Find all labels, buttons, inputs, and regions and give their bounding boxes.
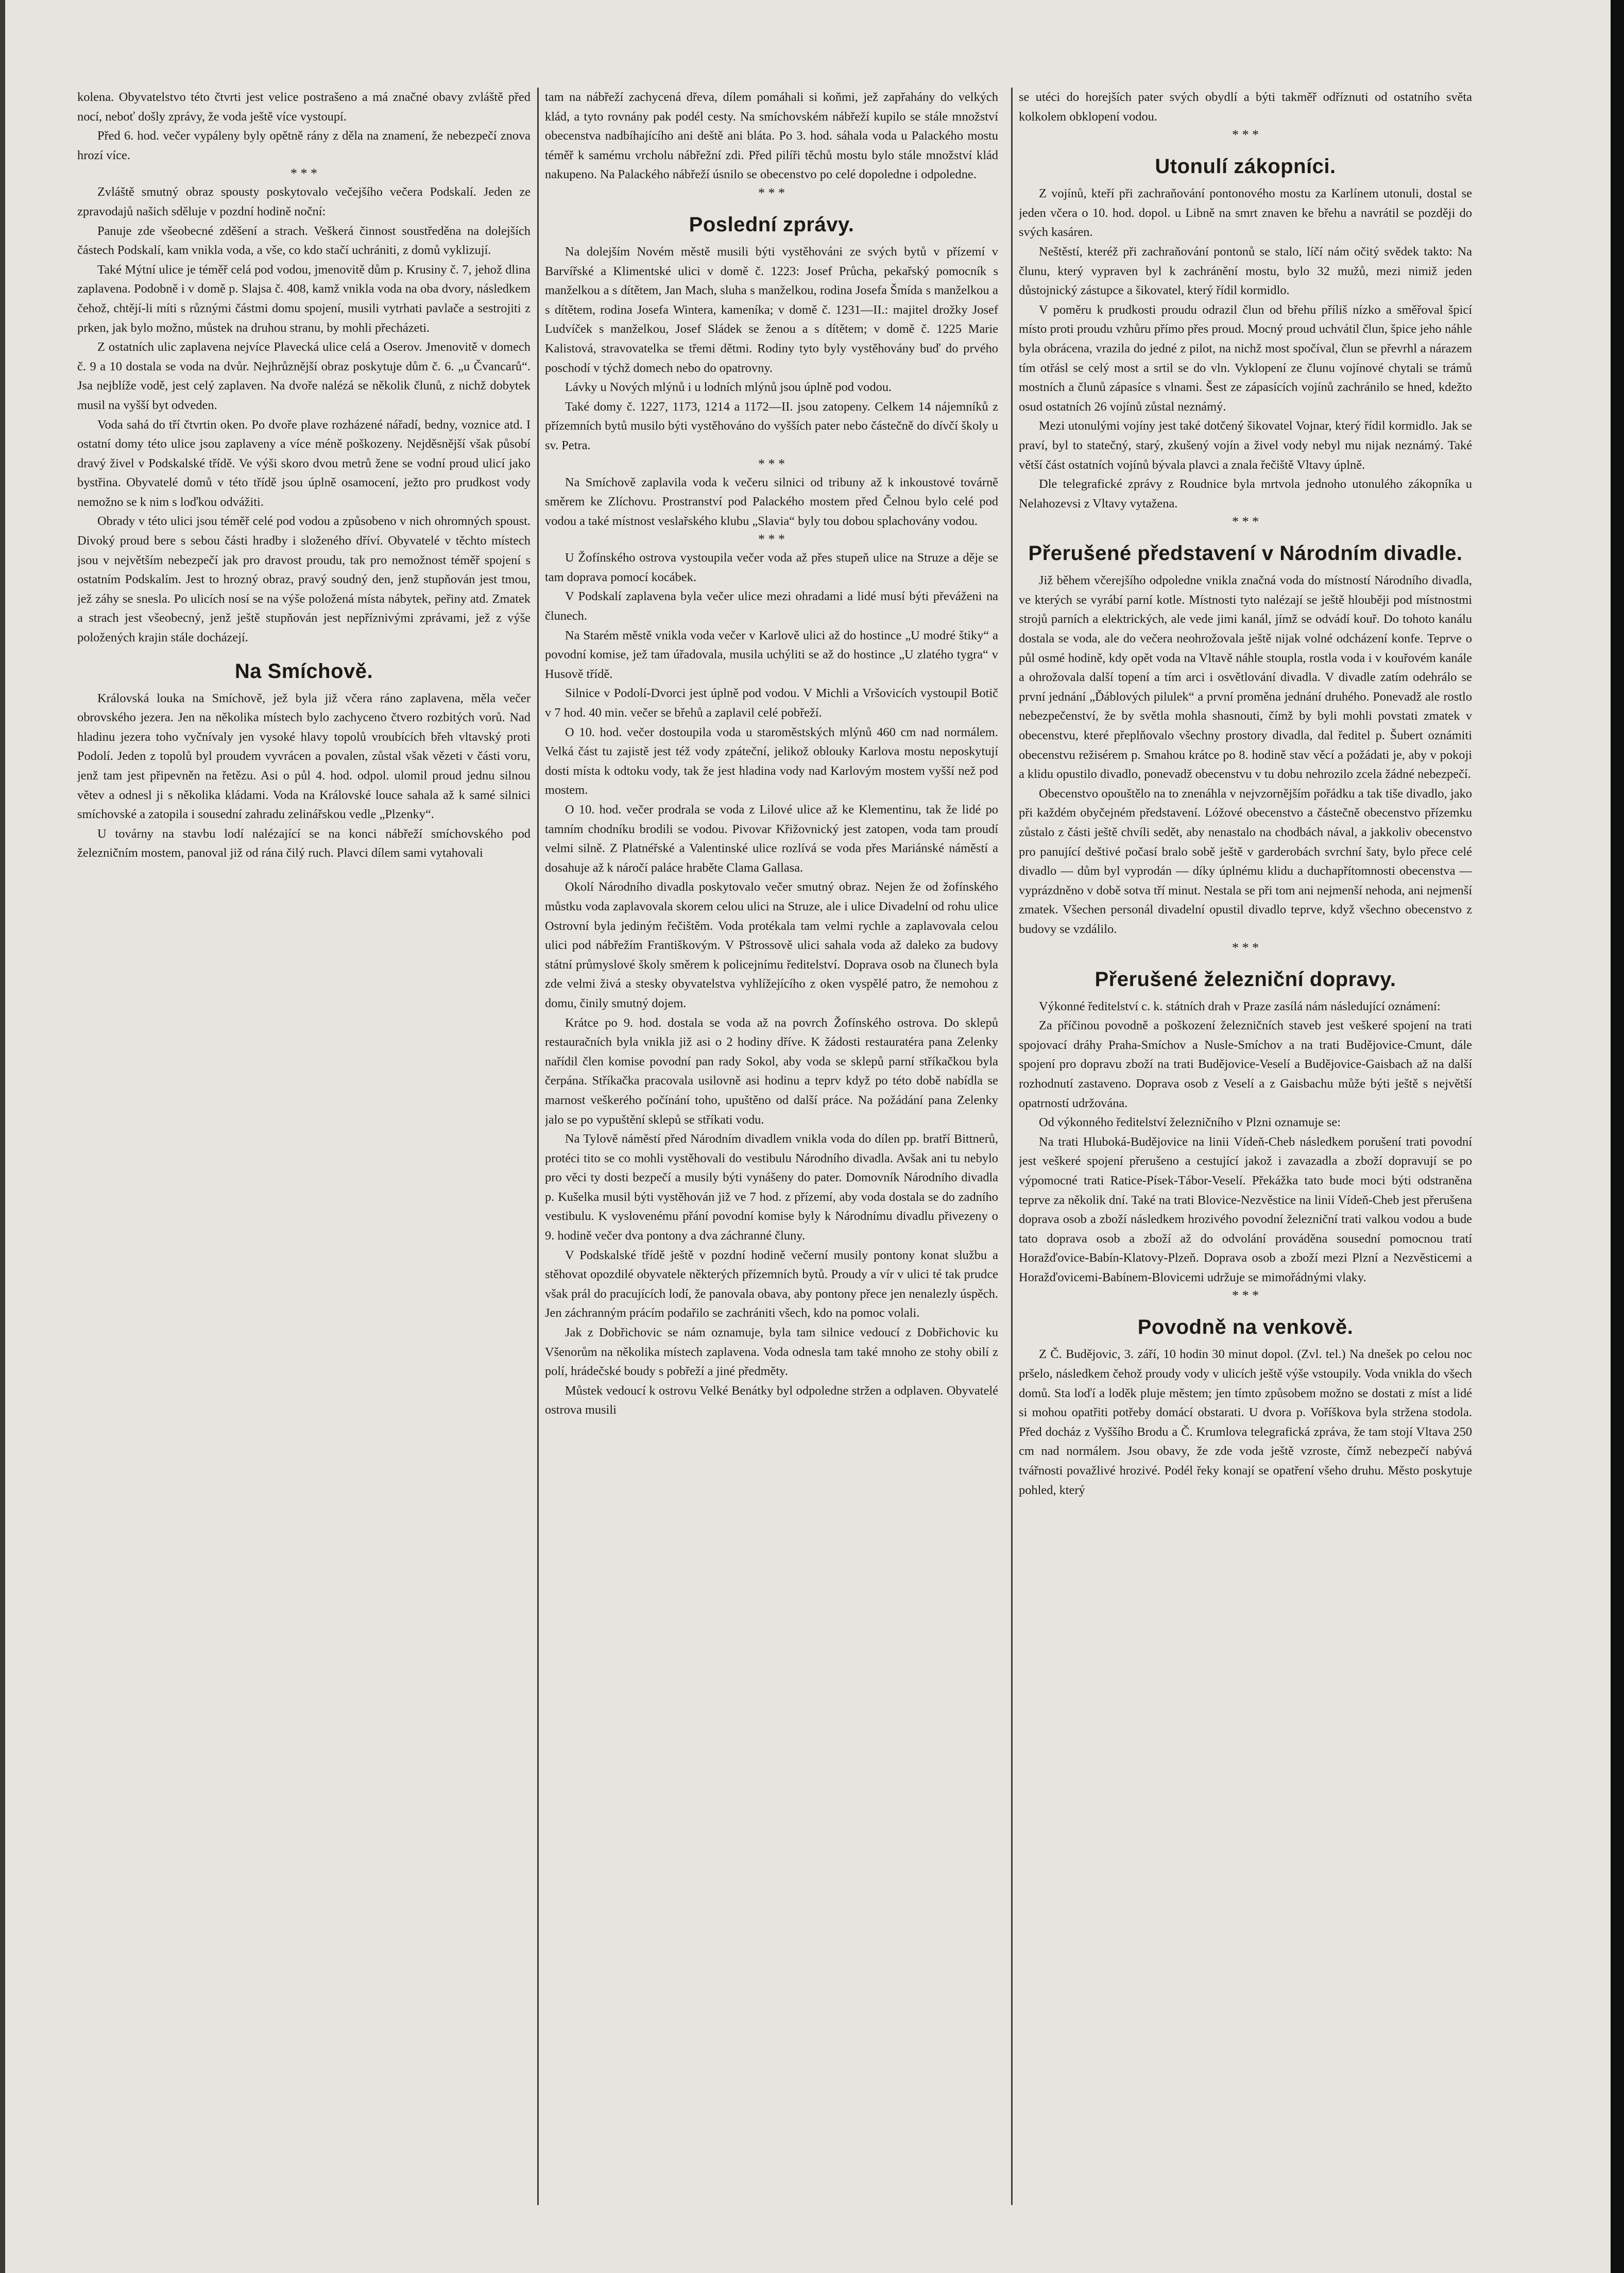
paragraph: Na Starém městě vnikla voda večer v Karlově ulici až do hostince „U modré štiky“ a povodní komise, jež tam úřadovala, musila uchýliti se až do hostince „U zlatého tygra“ v Husově třídě. <box>545 628 998 681</box>
section-heading: Poslední zprávy. <box>689 213 854 236</box>
section-separator-icon: * * * <box>290 166 317 181</box>
paragraph: Na dolejším Novém městě musili býti vystěhováni ze svých bytů v přízemí v Barvířské a Klimentské ulici v domě č. 1223: Josef Průcha, pekařský pomocník s manželkou a s dítětem, Jan Mach, sluha s manželkou, rodina Josefa Šmída s manželkou a s dítětem, rodina Josefa Wintera, kameníka; v domě č. 1231—II.: majitel drožky Josef Ludvíček s manželkou, Josef Sládek se ženou a s dítětem; v domě č. 1225 Marie Kalistová, stravovatelka se třemi dětmi. Rodiny tyto byly vystěhovány buď do prvého poschodí v týchž domech nebo do opatrovny. <box>545 244 998 375</box>
column-3 <box>1019 88 1472 2205</box>
section-heading: Utonulí zákopníci. <box>1155 155 1336 178</box>
paragraph: Také Mýtní ulice je téměř celá pod vodou, jmenovitě dům p. Krusiny č. 7, jehož dlina zaplavena. Podobně i v domě p. Slajsa č. 408, kamž vnikla voda na oba dvory, následkem čehož, chtějí-li míti s různými částmi domu spojení, musili vytrhati pavlače a sestrojiti z prken, jak bylo možno, můstek na druhou stranu, by mohli přecházeti. <box>77 262 531 335</box>
paragraph: Neštěstí, kteréž při zachraňování pontonů se stalo, líčí nám očitý svědek takto: Na člunu, který vypraven byl k zachránění mostu, bylo 32 mužů, mezi nimiž jeden důstojnický zástupce a šikovatel, který řídil kormidlo. <box>1019 244 1472 298</box>
section-separator-icon: * * * <box>1232 940 1259 955</box>
paragraph: O 10. hod. večer prodrala se voda z Lilové ulice až ke Klementinu, tak že lidé po tamním chodníku brodili se vodou. Pivovar Křižovnický jest zatopen, voda tam proudí velmi silně. Z Platnéřské a Valentinské ulice rozlívá se voda přes Mariánské náměstí a dosahuje až k náročí paláce hraběte Clama Gallasa. <box>545 803 998 875</box>
paragraph: Na trati Hluboká-Budějovice na linii Vídeň-Cheb následkem porušení trati povodní jest veškeré spojení přerušeno a cestující jakož i zavazadla a zboží dopravují se po výpomocné trati Ratice-Písek-Tábor-Veselí. Překážka tato bude moci býti odstraněna teprve za několik dní. Také na trati Blovice-Nezvěstice na linii Vídeň-Cheb jest přerušena doprava osob a zboží následkem hrozivého povodní železniční trati valkou vodou a bude tato doprava osob a zboží až do odvolání prováděna sousední pomocnou tratí Horažďovice-Babín-Klatovy-Plzeň. Doprava osob a zboží mezi Plzní a Nezvěsticemi a Horažďovicemi-Babínem-Blovicemi udržuje se mimořádnými vlaky. <box>1019 1134 1472 1284</box>
paragraph: Silnice v Podolí-Dvorci jest úplně pod vodou. V Michli a Vršovicích vystoupil Botič v 7 hod. 40 min. večer se břehů a zaplavil celé pobřeží. <box>545 686 998 720</box>
paragraph: U továrny na stavbu lodí nalézající se na konci nábřeží smíchovského pod železničním mostem, panoval již od rána čilý ruch. Plavci dílem sami vytahovali <box>77 826 531 860</box>
paragraph: Panuje zde všeobecné zděšení a strach. Veškerá činnost soustředěna na dolejších částech Podskalí, kam vnikla voda, a vše, co kdo stačí uchrániti, z domů vyklizují. <box>77 224 531 258</box>
paragraph: Již během včerejšího odpoledne vnikla značná voda do místností Národního divadla, ve kterých se vyrábí parní kotle. Místnosti tyto nalézají se ještě hlouběji pod místnostmi strojů parních a elektrických, ale vede jimi kanál, jímž se odvádí kouř. Do tohoto kanálu dostala se voda, ale do večera neohrožovala ještě nijak volné odcházení konfe. Teprve o půl osmé hodině, kdy opět voda na Vltavě náhle stoupla, rostla voda i v kouřovém kanále a ohrožovala další topení a tím arci i osvětlování divadla. V divadle zatím odehrálo se první jednání „Ďáblových pilulek“ a první proměna jednání druhého. Ponevadž ale rostlo nebezpečenství, že by světla mohla shasnouti, čímž by byli mohli povstati zmatek v obecenstvu, které přeplňovalo všechny prostory divadla, dal ředitel p. Šubert oznámiti obecenstvu režisérem p. Smahou krátce po 8. hodině stav věcí a požádati je, aby v pokoji a klidu opustilo divadlo, ponevadž obecenstvu v tu dobu nehrozilo zcela žádné nebezpečí. <box>1019 573 1472 782</box>
paragraph: Výkonné ředitelství c. k. státních drah v Praze zasílá nám následující oznámení: <box>1039 999 1441 1013</box>
paragraph: Můstek vedoucí k ostrovu Velké Benátky byl odpoledne stržen a odplaven. Obyvatelé ostrova musili <box>545 1383 998 1417</box>
paragraph: Z ostatních ulic zaplavena nejvíce Plavecká ulice celá a Oserov. Jmenovitě v domech č. 9 a 10 dostala se voda na dvůr. Nejhrůznější obraz poskytuje dům č. 6. „u Čvancarů“. Jsa nejblíže vodě, jest celý zaplaven. Na dvoře nalézá se několik člunů, z nichž dobytek musil na vyšší byt odveden. <box>77 340 531 412</box>
paragraph: Krátce po 9. hod. dostala se voda až na povrch Žofínského ostrova. Do sklepů restauračních byla vnikla již asi o 2 hodiny dříve. K žádosti restauratéra pana Zelenky nařídil člen komise povodní pan rady Sokol, aby voda se sklepů parní stříkačkou byla čerpána. Stříkačka pracovala usilovně asi hodinu a teprv když po této době nabídla se marnost veškerého počínání toho, upuštěno od další práce. Na požádání pana Zelenky jalo se po vypuštění sklepů se stříkati vodu. <box>545 1015 998 1127</box>
paragraph: Před 6. hod. večer vypáleny byly opětně rány z děla na znamení, že nebezpečí znova hrozí více. <box>77 129 531 162</box>
column-rule <box>537 88 539 2205</box>
section-separator-icon: * * * <box>1232 1288 1259 1303</box>
paragraph: Na Smíchově zaplavila voda k večeru silnici od tribuny až k inkoustové továrně směrem ke Zlíchovu. Prostranství pod Palackého mostem před Čelnou bylo celé pod vodou a také místnost veslařského klubu „Slavia“ byly tou dobou splachovány vodou. <box>545 475 998 528</box>
paragraph: Od výkonného ředitelství železničního v Plzni oznamuje se: <box>1039 1115 1341 1130</box>
paragraph: V Podskalí zaplavena byla večer ulice mezi ohradami a lidé musí býti převáženi na člunech. <box>545 589 998 623</box>
column-2 <box>545 88 998 2205</box>
paragraph: Z Č. Budějovic, 3. září, 10 hodin 30 minut dopol. (Zvl. tel.) Na dnešek po celou noc pršelo, následkem čehož proudy vody v ulicích ještě výše vstoupily. Voda vnikla do všech domů. Sta loďí a loděk pluje městem; jen tímto způsobem možno se dostati z míst a lidé si mohou opatřiti potřeby domácí obstarati. U dvora p. Voříškova byla stržena stodola. Před docház z Vyššího Brodu a Č. Krumlova telegrafická zpráva, že tam stojí Vltava 250 cm nad normálem. Jsou obavy, že zde voda ještě vzroste, čímž nebezpečí nabývá tvářnosti považlivé hrozivé. Podél řeky konají se opatření všeho druhu. Město poskytuje pohled, který <box>1019 1347 1472 1497</box>
paragraph: Z vojínů, kteří při zachraňování pontonového mostu za Karlínem utonuli, dostal se jeden včera o 10. hod. dopol. u Libně na smrt znaven ke břehu a navrátil se později do svých kasáren. <box>1019 186 1472 240</box>
newspaper-page <box>77 88 1489 2205</box>
paragraph: V Podskalské třídě ještě v pozdní hodině večerní musily pontony konat službu a stěhovat opozdilé obyvatele některých přízemních bytů. Proudy a vír v ulici té tak prudce však prál do pracujících lodí, že panovala obava, aby pontony přece jen nenalezly úspěch. Jen záchranným prácím podařilo se zachrániti všech, kdo na pomoc volali. <box>545 1248 998 1320</box>
paragraph: Mezi utonulými vojíny jest také dotčený šikovatel Vojnar, který řídil kormidlo. Jak se praví, byl to statečný, starý, zkušený vojín a živel vody nebyl mu nijak neznámý. Také větší část ostatních vojínů bývala plavci a znala řečiště Vltavy úplně. <box>1019 419 1472 472</box>
column-rule <box>1011 88 1013 2205</box>
section-heading: Přerušené představení v Národním divadle. <box>1028 542 1463 565</box>
section-separator-icon: * * * <box>758 532 785 547</box>
paragraph: kolena. Obyvatelstvo této čtvrti jest velice postrašeno a má značné obavy zvláště před nocí, neboť došly zprávy, že voda ještě více vystoupí. <box>77 90 531 124</box>
paragraph: Jak z Dobřichovic se nám oznamuje, byla tam silnice vedoucí z Dobřichovic ku Všenorům na několika místech zaplavena. Voda odnesla tam také mnoho ze stohy obilí z polí, hrádečské boudy s pobřeží a jiné předměty. <box>545 1326 998 1379</box>
paragraph: Lávky u Nových mlýnů i u lodních mlýnů jsou úplně pod vodou. <box>565 380 892 395</box>
section-separator-icon: * * * <box>1232 514 1259 530</box>
section-separator-icon: * * * <box>1232 127 1259 143</box>
scan-left-edge <box>0 0 5 2273</box>
section-separator-icon: * * * <box>758 456 785 471</box>
paragraph: Obrady v této ulici jsou téměř celé pod vodou a způsobeno v nich ohromných spoust. Divoký proud bere s sebou části hradby i složeného dříví. Obyvatelé v těchto místech jsou v největším nebezpečí jak pro dravost proudu, tak pro nemožnost téměř spojení s ostatním Podskalím. Jest to hrozný obraz, pravý soudný den, jenž stupňován jest tmou, jež záhy se snesla. Po ulicích nosí se na výše položená místa nábytek, peřiny atd. Zmatek a strach jest všeobecný, jenž ještě stupňován jest nepříznivými zprávami, jež z výše položených krajin stále docházejí. <box>77 514 531 645</box>
paragraph: U Žofínského ostrova vystoupila večer voda až přes stupeň ulice na Struze a děje se tam doprava pomocí kocábek. <box>545 551 998 584</box>
section-separator-icon: * * * <box>758 185 785 200</box>
paragraph: Královská louka na Smíchově, jež byla již včera ráno zaplavena, měla večer obrovského jezera. Jen na několika místech bylo zachyceno čtvero rozbitých vorů. Nad hladinu jezera toho vyčnívaly jen vysoké hlavy topolů vroubících břeh vltavský proti Podolí. Jeden z topolů byl proudem vyvrácen a povalen, zůstal však vězeti v části voru, jenž tam jest připevněn na řetězu. Asi o půl 4. hod. odpol. ulomil proud jednu silnou větev a odnesl ji s několika kládami. Voda na Královské louce sahala až k samé silnici smíchovské a zatopila i sousední zahradu zelinářskou vedle „Plzenky“. <box>77 691 531 822</box>
paragraph: Obecenstvo opouštělo na to znenáhla v nejvzornějším pořádku a tak tiše divadlo, jako při každém obyčejném představení. Lóžové obecenstvo a částečně obecenstvo přízemku zůstalo z části ještě chvíli sedět, aby nenastalo na chodbách nával, a jakkoliv obecenstvo pro panující deštivé počasí bralo sobě ještě v garderobách svrchní šaty, bylo přece celé divadlo — dům byl vyprodán — díky úplnému klidu a duchapřítomnosti obecenstva — vyprázdněno v době sotva tří minut. Nestala se při tom ani nejmenší nehoda, ani nejmenší zmatek. Všechen personál divadelní opustil divadlo teprve, když všechno obecenstvo z budovy se vzdálilo. <box>1019 786 1472 936</box>
paragraph: Voda sahá do tří čtvrtin oken. Po dvoře plave rozházené nářadí, bedny, voznice atd. I ostatní domy této ulice jsou zaplaveny a více méně poškozeny. Nejděsnější však působí dravý živel v Podskalské třídě. Ve výši skoro dvou metrů žene se vodní proud ulicí jako bystřina. Obyvatelé domů v této třídě jsou úplně osamocení, ježto pro prudkost vody nemožno se k nim s loďkou odvážiti. <box>77 417 531 509</box>
paragraph: O 10. hod. večer dostoupila voda u staroměstských mlýnů 460 cm nad normálem. Velká část tu zajistě jest též vody zpáteční, jelikož oblouky Karlova mostu neposkytují dosti místa k odtoku vody, tak že jest hladina vody nad Karlovým mostem vyšší než pod mostem. <box>545 725 998 798</box>
paragraph: Zvláště smutný obraz spousty poskytovalo večejšího večera Podskalí. Jeden ze zpravodajů našich sděluje v pozdní hodině noční: <box>77 185 531 218</box>
column-1 <box>77 88 531 2205</box>
paragraph: se utéci do horejších pater svých obydlí a býti takměř odříznuti od ostatního světa kolkolem obklopení vodou. <box>1019 90 1472 124</box>
paragraph: Na Tylově náměstí před Národním divadlem vnikla voda do dílen pp. bratří Bittnerů, protéci tito se co mohli vystěhovali do vestibulu Národního divadla. Avšak ani tu nebylo pro věci ty dosti bezpečí a musily býti vynášeny do pater. Domovník Národního divadla p. Kušelka musil býti vystěhován již ve 7 hod. z přízemí, aby voda dostala se do zadního vestibulu. K vyslovenému přání povodní komise byly k Národnímu divadlu přivezeny o 9. hodině večer dva pontony a dva záchranné čluny. <box>545 1132 998 1243</box>
paragraph: Také domy č. 1227, 1173, 1214 a 1172—II. jsou zatopeny. Celkem 14 nájemníků z přízemních bytů musilo býti vystěhováno do vyšších pater nebo částečně do dívčí školy u sv. Petra. <box>545 399 998 452</box>
paragraph: tam na nábřeží zachycená dřeva, dílem pomáhali si koňmi, jež zapřahány do velkých klád, a tyto rovnány pak podél cesty. Na smíchovském nábřeží kupilo se stále množství obecenstva nadbíhajícího ani deště ani bláta. Po 3. hod. sáhala voda u Palackého mostu téměř k samému vrcholu nábřežní zdi. Před pilíři těchů mostu bylo stále množství klád nakupeno. Na Palackého nábřeží úsnilo se obecenstvo po celé dopoledne i odpoledne. <box>545 90 998 182</box>
paragraph: Za příčinou povodně a poškození železničních staveb jest veškeré spojení na trati spojovací dráhy Praha-Smíchov a Nusle-Smíchov a na trati Budějovice-Cmunt, dále spojení pro dopravu zboží na trati Budějovice-Veselí a Budějovice-Gaisbach až na další rozhodnutí zastaveno. Doprava osob z Veselí a z Gaisbachu může býti ještě s největší opatrností udržována. <box>1019 1019 1472 1110</box>
paragraph: Okolí Národního divadla poskytovalo večer smutný obraz. Nejen že od žofínského můstku voda zaplavovala skorem celou ulici na Struze, ale i ulice Divadelní od rohu ulice Ostrovní byla jediným řečištěm. Voda protékala tam velmi rychle a zaplavovala celou ulici pod nábřežím Františkovým. V Pštrossově ulici sahala voda až daleko za budovy státní průmyslové školy směrem k policejnímu ředitelství. Doprava osob na člunech byla zde velmi živá a stesky obyvatelstva vyhlížejícího z oken vyspělé patro, že nemohou z domu, činily smutný dojem. <box>545 880 998 1010</box>
section-heading: Přerušené železniční dopravy. <box>1095 968 1396 991</box>
section-heading: Povodně na venkově. <box>1137 1316 1354 1339</box>
paragraph: V poměru k prudkosti proudu odrazil člun od břehu příliš nízko a směřoval špicí místo proti proudu vzhůru přímo přes proud. Mocný proud uchvátil člun, špice jeho náhle byla obrácena, vrazila do jedné z pilot, na nichž most spočíval, člun se převrhl a nárazem tím otřásl se celý most a srtil se do vln. Vyklopení ze člunu vojínové chytali se trámů mostních a člunů zápasíce s vlnami. Šest ze zápasících vojínů zachránilo se hned, kdežto osud ostatních 26 vojínů zůstal neznámý. <box>1019 302 1472 414</box>
paragraph: Dle telegrafické zprávy z Roudnice byla mrtvola jednoho utonulého zákopníka u Nelahozevsi z Vltavy vytažena. <box>1019 477 1472 511</box>
section-heading: Na Smíchově. <box>234 659 373 683</box>
scan-right-edge <box>1611 0 1624 2273</box>
